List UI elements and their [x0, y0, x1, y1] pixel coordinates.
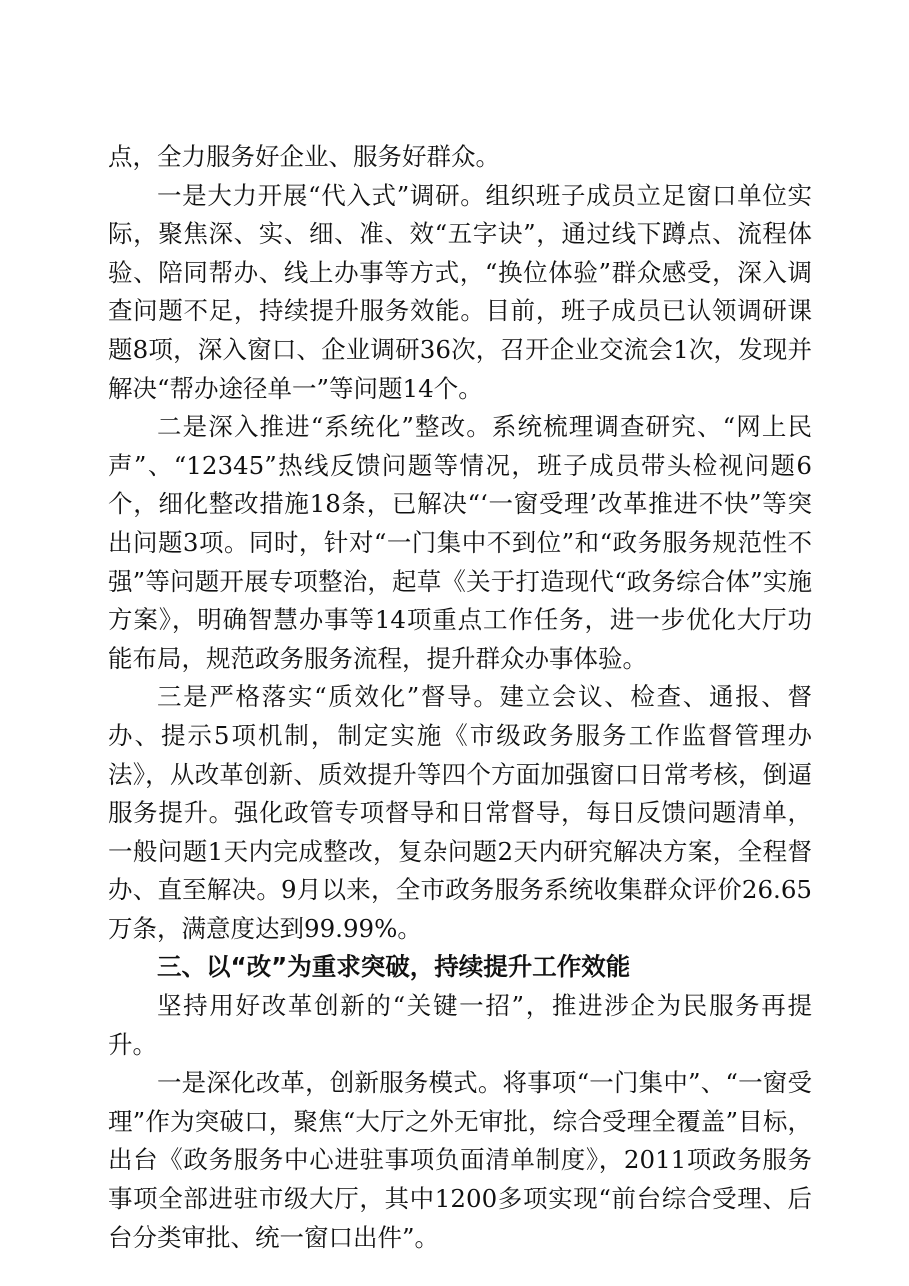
document-body: [108, 138, 812, 1257]
paragraph-research: 一是大力开展“代入式”调研。组织班子成员立足窗口单位实际，聚焦深、实、细、准、效“五字诀”，通过线下蹲点、流程体验、陪同帮办、线上办事等方式，“换位体验”群众感受，深入调查问题不足，持续提升服务效能。目前，班子成员已认领调研课题8项，深入窗口、企业调研36次，召开企业交流会1次，发现并解决“帮办途径单一”等问题14个。: [108, 180, 812, 403]
section-heading: 三、以“改”为重求突破，持续提升工作效能: [157, 952, 631, 982]
paragraph-reform: 一是深化改革，创新服务模式。将事项“一门集中”、“一窗受理”作为突破口，聚焦“大厅之外无审批，综合受理全覆盖”目标，出台《政务服务中心进驻事项负面清单制度》，2011项政务服务事项全部进驻市级大厅，其中1200多项实现“前台综合受理、后台分类审批、统一窗口出件”。: [108, 1068, 812, 1252]
paragraph-continuation: 点，全力服务好企业、服务好群众。: [108, 142, 500, 171]
paragraph-rectification: 二是深入推进“系统化”整改。系统梳理调查研究、“网上民声”、“12345”热线反馈问题等情况，班子成员带头检视问题6个，细化整改措施18条，已解决“‘一窗受理’改革推进不快”等突出问题3项。同时，针对“一门集中不到位”和“政务服务规范性不强”等问题开展专项整治，起草《关于打造现代“政务综合体”实施方案》，明确智慧办事等14项重点工作任务，进一步优化大厅功能布局，规范政务服务流程，提升群众办事体验。: [108, 412, 812, 673]
paragraph-supervision: 三是严格落实“质效化”督导。建立会议、检查、通报、督办、提示5项机制，制定实施《市级政务服务工作监督管理办法》，从改革创新、质效提升等四个方面加强窗口日常考核，倒逼服务提升。强化政管专项督导和日常督导，每日反馈问题清单，一般问题1天内完成整改，复杂问题2天内研究解决方案，全程督办、直至解决。9月以来，全市政务服务系统收集群众评价26.65万条，满意度达到99.99%。: [108, 682, 812, 943]
paragraph-section-intro: 坚持用好改革创新的“关键一招”，推进涉企为民服务再提升。: [108, 991, 812, 1059]
